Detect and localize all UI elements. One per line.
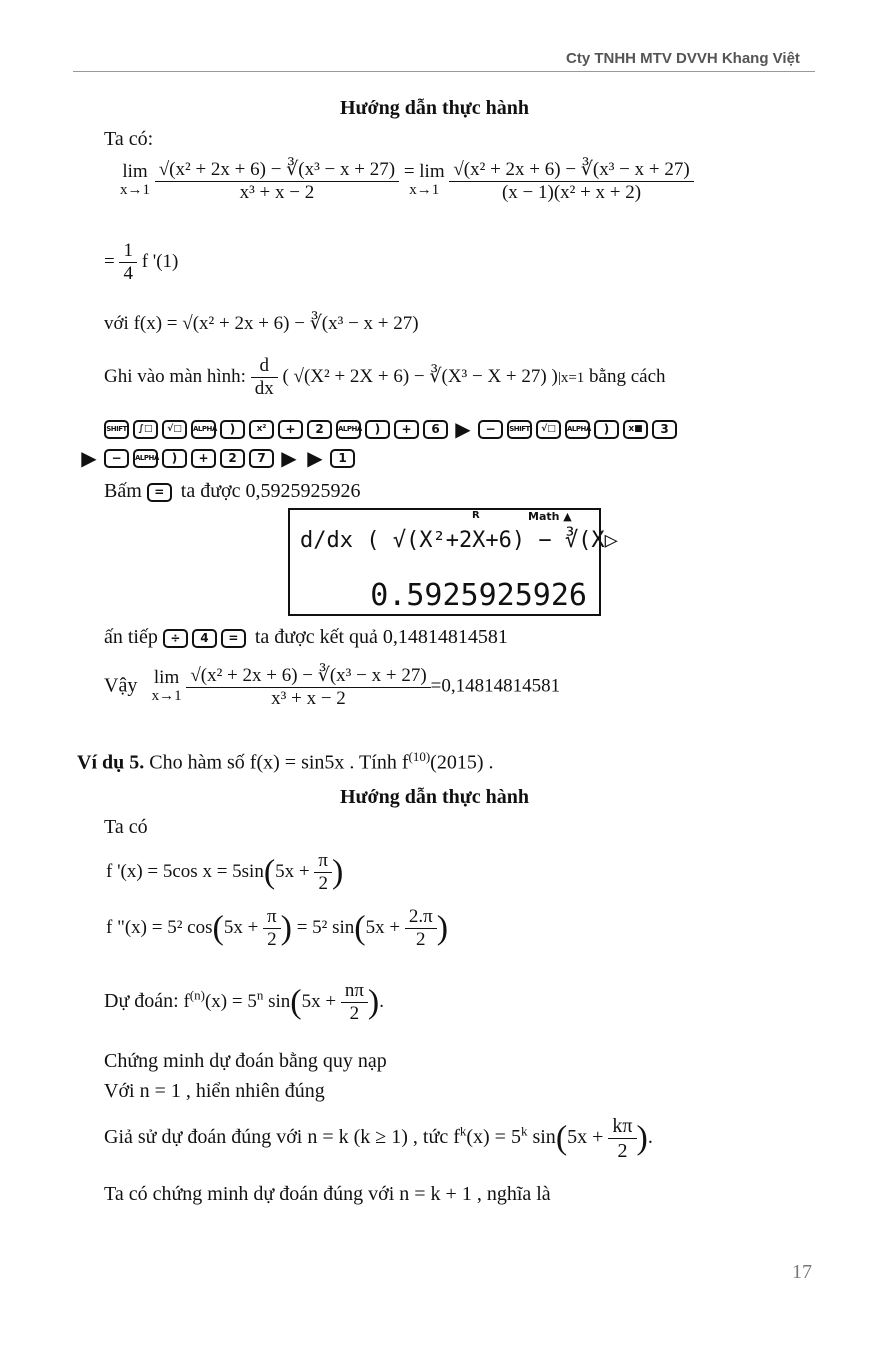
integral-key: ∫□ bbox=[133, 420, 158, 439]
page-number: 17 bbox=[792, 1261, 812, 1283]
key-sequence-1 bbox=[104, 417, 681, 441]
power-key: x■ bbox=[623, 420, 648, 439]
sqrt-key: √□ bbox=[536, 420, 561, 439]
d-dx: $\frac{d}{dx}$ bbox=[251, 355, 278, 400]
digit-key: 2 bbox=[307, 420, 332, 439]
limit-fraction-2: $\frac{\text{√(x² + 2x + 6) − ∛(x³ − x + 27)}}{\text{(x − 1)(x² + x + 2)}}$ bbox=[449, 158, 693, 204]
limit-operator: lim x→1 bbox=[120, 161, 150, 198]
intro-text-2: Ta có bbox=[104, 816, 148, 838]
intro-text: Ta có: bbox=[104, 128, 154, 150]
alpha-key: ALPHA bbox=[133, 449, 158, 468]
key-sequence-2 bbox=[78, 446, 359, 470]
divide-key: ÷ bbox=[163, 629, 188, 648]
right-arrow-key: ▶ bbox=[455, 417, 471, 441]
paren-key: ) bbox=[594, 420, 619, 439]
calculator-screen bbox=[288, 508, 618, 616]
plus-key: + bbox=[394, 420, 419, 439]
alpha-key: ALPHA bbox=[191, 420, 216, 439]
proof-line-1: Chứng minh dự đoán bằng quy nạp bbox=[104, 1050, 387, 1072]
minus-key: − bbox=[478, 420, 503, 439]
section-title: Hướng dẫn thực hành bbox=[340, 97, 530, 119]
minus-key: − bbox=[104, 449, 129, 468]
alpha-key: ALPHA bbox=[565, 420, 590, 439]
press-equals-line: Bấm = ta được 0,5925925926 bbox=[104, 480, 361, 502]
screen-flag: R bbox=[472, 510, 480, 521]
shift-key: SHIFT bbox=[104, 420, 129, 439]
digit-key: 2 bbox=[220, 449, 245, 468]
digit-key: 1 bbox=[330, 449, 355, 468]
limit-operator-2: = lim x→1 bbox=[403, 161, 445, 198]
screen-mode-indicator: Math ▲ bbox=[528, 510, 572, 523]
digit-key: 4 bbox=[192, 629, 217, 648]
plus-key: + bbox=[278, 420, 303, 439]
first-derivative: f '(x) = 5cos x = 5sin(5x + $\frac{\pi}{2}$ ) bbox=[106, 850, 344, 894]
screen-expression: d/dx ( √(X²+2X+6) − ∛(X▷ bbox=[300, 528, 618, 553]
plus-key: + bbox=[191, 449, 216, 468]
right-arrow-key: ▶ bbox=[81, 446, 97, 470]
conclusion-equation: Vậy lim x→1 $\frac{\text{√(x² + 2x + 6) − ∛(x³ − x + 27)}}{\text{x³ + x − 2}}$ =0,14814814581 bbox=[104, 665, 561, 709]
second-derivative: f "(x) = 5² cos(5x + $\frac{\pi}{2}$ ) = 5² sin(5x + $\frac{2.\pi}{2}$ ) bbox=[106, 906, 449, 950]
shift-key: SHIFT bbox=[507, 420, 532, 439]
screen-result: 0.5925925926 bbox=[370, 578, 587, 613]
equals-key: = bbox=[221, 629, 246, 648]
paren-key: ) bbox=[365, 420, 390, 439]
divide-instruction: ấn tiếp ÷ 4 = ta được kết quả 0,14814814581 bbox=[104, 626, 508, 648]
write-instruction: Ghi vào màn hình: $\frac{d}{dx}$ ( √(X² + 2X + 6) − ∛(X³ − X + 27) )|x=1 bằng cách bbox=[104, 355, 666, 399]
f-definition: với f(x) = √(x² + 2x + 6) − ∛(x³ − x + 27) bbox=[104, 313, 419, 334]
right-arrow-key: ▶ bbox=[307, 446, 323, 470]
sqrt-key: √□ bbox=[162, 420, 187, 439]
alpha-key: ALPHA bbox=[336, 420, 361, 439]
paren-key: ) bbox=[162, 449, 187, 468]
running-header: Cty TNHH MTV DVVH Khang Việt bbox=[566, 50, 800, 67]
proof-line-3: Giả sử dự đoán đúng với n = k (k ≥ 1) , tức $f^k(x) = 5^k$ sin(5x + $\frac{k\pi}{2}$ ). bbox=[104, 1115, 653, 1162]
prediction: Dự đoán: $f^{(n)}(x) = 5^n$ sin(5x + $\frac{n\pi}{2}$ ). bbox=[104, 980, 384, 1024]
limit-equation bbox=[120, 158, 694, 204]
digit-key: 7 bbox=[249, 449, 274, 468]
section-title-2: Hướng dẫn thực hành bbox=[340, 786, 530, 808]
limit-fraction-1: $\frac{\text{√(x² + 2x + 6) − ∛(x³ − x + 27)}}{\text{x³ + x − 2}}$ bbox=[155, 158, 399, 204]
proof-line-2: Với n = 1 , hiển nhiên đúng bbox=[104, 1080, 325, 1102]
proof-line-4: Ta có chứng minh dự đoán đúng với n = k + 1 , nghĩa là bbox=[104, 1183, 551, 1205]
limit-result: = $\frac{1}{4}$ f '(1) bbox=[104, 240, 179, 284]
header-rule bbox=[73, 71, 815, 72]
example-5: Ví dụ 5. Cho hàm số f(x) = sin5x . Tính $f^{(10)}(2015)$ . bbox=[77, 749, 494, 774]
right-arrow-key: ▶ bbox=[281, 446, 297, 470]
digit-key: 3 bbox=[652, 420, 677, 439]
square-key: x² bbox=[249, 420, 274, 439]
equals-key: = bbox=[147, 483, 172, 502]
digit-key: 6 bbox=[423, 420, 448, 439]
paren-key: ) bbox=[220, 420, 245, 439]
